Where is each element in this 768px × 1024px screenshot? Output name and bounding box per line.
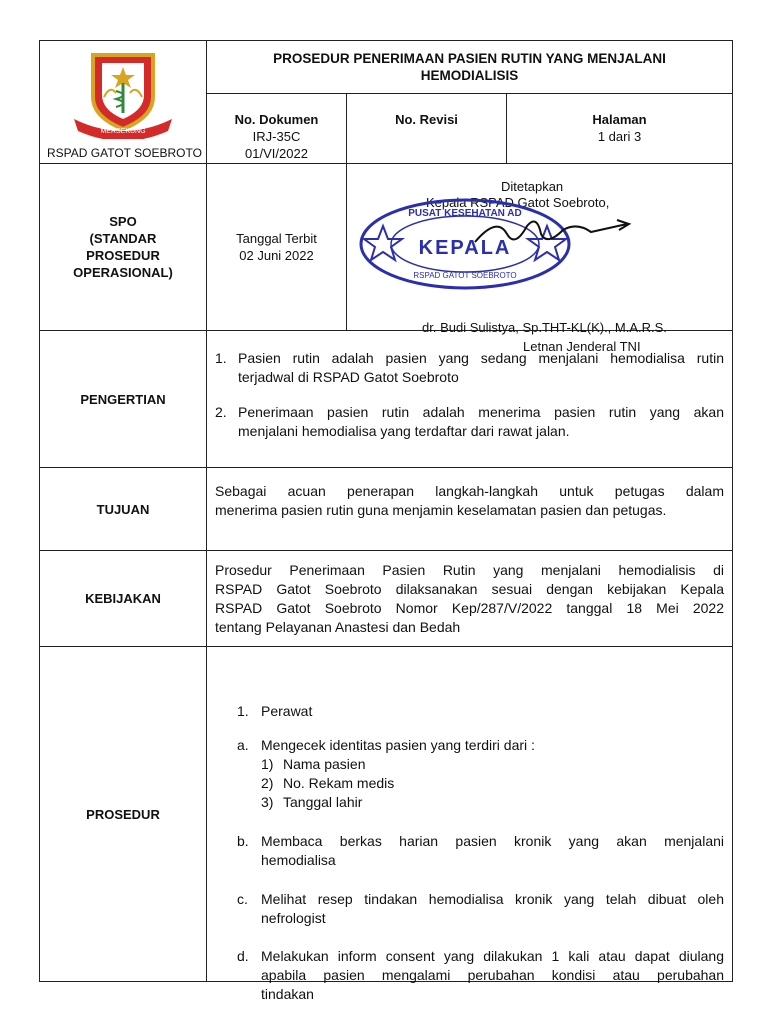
list-item-text: No. Rekam medis xyxy=(283,775,395,791)
definition-text: menjalani hemodialisa yang terdaftar dari rawat jalan. xyxy=(238,423,570,439)
list-number: 1. xyxy=(237,703,249,719)
step-letter: b. xyxy=(237,833,249,849)
identity-list xyxy=(261,755,394,812)
procedure-text: hemodialisa xyxy=(261,852,336,868)
definition-text: terjadwal di RSPAD Gatot Soebroto xyxy=(238,369,459,385)
doc-number-date: 01/VI/2022 xyxy=(245,146,308,161)
list-number: 2. xyxy=(215,404,227,420)
spo-label-line2: (STANDAR xyxy=(89,231,157,246)
definition-text: Penerimaan pasien rutin adalah menerima pasien rutin yang akan xyxy=(238,404,724,420)
approver-name: dr. Budi Sulistya, Sp.THT-KL(K)., M.A.R.S. xyxy=(422,320,667,335)
procedure-step xyxy=(237,736,724,755)
issue-date-label: Tanggal Terbit xyxy=(236,231,317,246)
procedure-step xyxy=(237,832,724,870)
approver-rank: Letnan Jenderal TNI xyxy=(523,339,641,354)
definition-label: PENGERTIAN xyxy=(80,391,166,407)
step-letter: d. xyxy=(237,948,249,964)
table-border-right xyxy=(732,40,733,982)
approval-cell xyxy=(347,164,732,354)
issue-date-cell xyxy=(207,164,346,330)
procedure-label-cell xyxy=(40,647,206,981)
step-letter: c. xyxy=(237,891,248,907)
definition-text: Pasien rutin adalah pasien yang sedang menjalani hemodialisa rutin xyxy=(238,350,724,366)
spo-label-cell xyxy=(40,164,206,330)
approved-label: Ditetapkan xyxy=(501,179,564,194)
list-item xyxy=(215,349,724,387)
procedure-step xyxy=(237,890,724,928)
issue-date-value: 02 Juni 2022 xyxy=(239,248,314,263)
stamp-top-text: PUSAT KESEHATAN AD xyxy=(408,208,522,219)
policy-text: tentang Pelayanan Anastesi dan Bedah xyxy=(215,619,461,635)
list-item-text: Nama pasien xyxy=(283,756,366,772)
approver-title: Kepala RSPAD Gatot Soebroto, xyxy=(426,195,610,210)
procedure-text: Melihat resep tindakan hemodialisa kronik yang telah dibuat oleh xyxy=(261,891,724,907)
purpose-label: TUJUAN xyxy=(96,501,150,517)
list-item-text: Tanggal lahir xyxy=(283,794,363,810)
policy-label: KEBIJAKAN xyxy=(85,591,161,606)
revision-cell xyxy=(347,94,506,163)
spo-label: SPO xyxy=(109,214,137,229)
procedure-text: Melakukan inform consent yang dilakukan 1 kali atau dapat diulang xyxy=(261,948,724,964)
list-number: 2) xyxy=(261,775,274,791)
hospital-logo xyxy=(68,47,178,139)
procedure-text: tindakan xyxy=(261,986,314,1002)
procedure-content xyxy=(207,647,732,1002)
hospital-name: RSPAD GATOT SOEBROTO xyxy=(47,146,202,160)
signature xyxy=(467,212,637,252)
step-letter: a. xyxy=(237,737,249,753)
procedure-step xyxy=(237,947,724,1004)
purpose-text: Sebagai acuan penerapan langkah-langkah untuk petugas dalam xyxy=(215,483,724,499)
policy-text: Prosedur Penerimaan Pasien Rutin yang menjalani hemodialisis di xyxy=(215,562,724,578)
doc-number-label: No. Dokumen xyxy=(234,112,319,127)
purpose-text: menerima pasien rutin guna menjamin keselamatan pasien dan petugas. xyxy=(215,502,667,518)
procedure-text: Mengecek identitas pasien yang terdiri dari : xyxy=(261,737,535,753)
doc-number-value: IRJ-35C xyxy=(252,129,301,144)
list-number: 1. xyxy=(215,350,227,366)
spo-table xyxy=(39,40,733,1002)
definition-content xyxy=(207,331,732,467)
spo-label-line3: PROSEDUR xyxy=(86,248,160,263)
document-title: PROSEDUR PENERIMAAN PASIEN RUTIN YANG MENJALANI HEMODIALISIS xyxy=(273,51,666,83)
stamp-center-text: KEPALA xyxy=(418,237,512,259)
spo-label-line4: OPERASIONAL) xyxy=(73,265,173,280)
purpose-content xyxy=(207,468,732,550)
procedure-text: apabila pasien mengalami perubahan kondisi atau perubahan xyxy=(261,967,724,983)
page-value: 1 dari 3 xyxy=(597,129,642,144)
policy-text: RSPAD Gatot Soebroto dilaksanakan sesuai dengan kebijakan Kepala xyxy=(215,581,724,597)
definition-label-cell xyxy=(40,331,206,467)
list-item xyxy=(215,403,724,441)
list-number: 3) xyxy=(261,794,274,810)
page-cell xyxy=(507,94,732,163)
procedure-text: Perawat xyxy=(261,703,313,719)
procedure-item xyxy=(237,702,312,721)
procedure-text: nefrologist xyxy=(261,910,326,926)
list-number: 1) xyxy=(261,756,274,772)
policy-label-cell xyxy=(40,551,206,646)
procedure-label: PROSEDUR xyxy=(86,806,160,822)
procedure-text: Membaca berkas harian pasien kronik yang akan menjalani xyxy=(261,833,724,849)
policy-content xyxy=(207,551,732,646)
list-item xyxy=(261,793,394,812)
list-item xyxy=(261,774,394,793)
stamp-bottom-text: RSPAD GATOT SOEBROTO xyxy=(413,271,517,280)
policy-text: RSPAD Gatot Soebroto Nomor Kep/287/V/2022 tanggal 18 Mei 2022 xyxy=(215,600,724,616)
purpose-label-cell xyxy=(40,468,206,550)
revision-label: No. Revisi xyxy=(395,112,458,127)
doc-number-cell xyxy=(207,94,346,163)
list-item xyxy=(261,755,394,774)
page-label: Halaman xyxy=(592,112,647,127)
logo-banner-text: MERSEKUNG xyxy=(100,128,146,135)
logo-cell xyxy=(40,41,206,163)
